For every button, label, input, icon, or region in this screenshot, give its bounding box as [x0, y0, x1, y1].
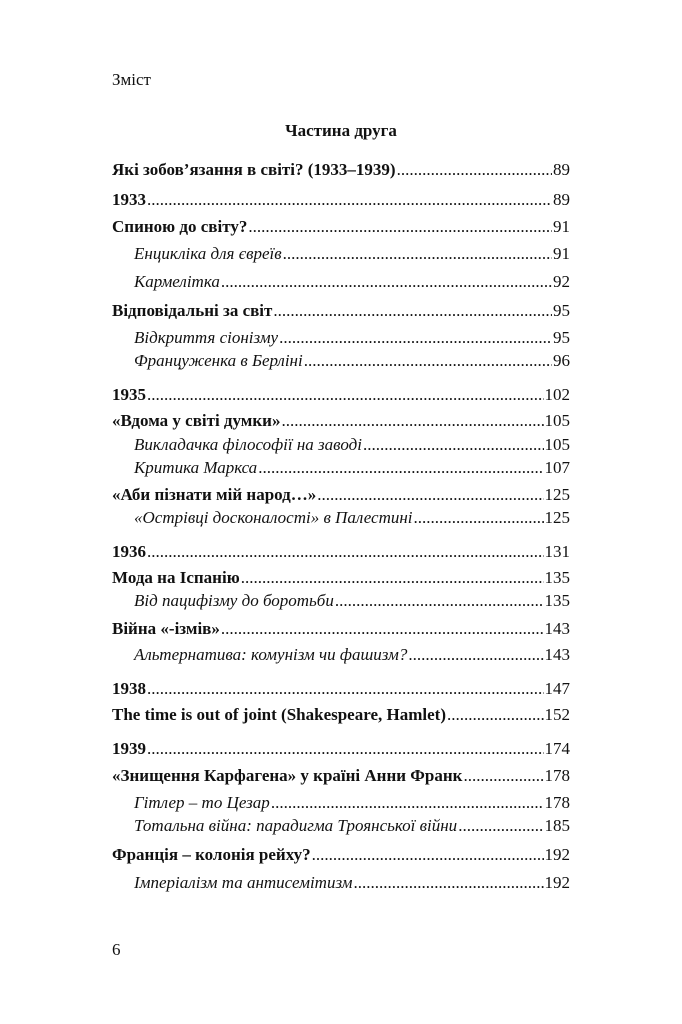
toc-leader-dots: [354, 873, 544, 893]
toc-entry: [112, 215, 570, 237]
toc-entry-title: Критика Маркса: [134, 458, 258, 477]
toc-entry-page: 125: [544, 485, 570, 504]
toc-entry-title: Відповідальні за світ: [112, 301, 273, 320]
toc-entry-title: 1935: [112, 385, 146, 404]
toc-leader-dots: [273, 301, 552, 321]
toc-entry: [134, 242, 570, 264]
toc-leader-dots: [335, 591, 544, 611]
toc-entry-page: 192: [544, 873, 570, 892]
toc-entry: [112, 843, 570, 865]
toc-entry-page: 107: [544, 458, 570, 477]
toc-entry-page: 147: [544, 679, 570, 698]
toc-leader-dots: [147, 385, 544, 405]
toc-entry-page: 143: [544, 619, 570, 638]
toc-entry-page: 102: [544, 385, 570, 404]
toc-entry-title: Франція – колонія рейху?: [112, 845, 311, 864]
toc-leader-dots: [147, 679, 544, 699]
toc-entry-title: The time is out of joint (Shakespeare, Hamlet): [112, 705, 446, 724]
part-title: Частина друга: [285, 121, 397, 140]
toc-entry: [112, 188, 570, 210]
toc-entry-title: 1936: [112, 542, 146, 561]
toc-entry-page: 92: [553, 272, 570, 291]
toc-leader-dots: [248, 217, 552, 237]
toc-entry-page: 89: [553, 190, 570, 209]
toc-entry: [112, 617, 570, 639]
toc-leader-dots: [221, 272, 552, 292]
toc-entry-page: 91: [553, 217, 570, 236]
toc-entry: [112, 299, 570, 321]
toc-entry-page: 96: [553, 351, 570, 370]
toc-entry-title: Кармелітка: [134, 272, 220, 291]
toc-entry-page: 178: [544, 793, 570, 812]
toc-entry-title: «Знищення Карфагена» у країні Анни Франк: [112, 766, 463, 785]
toc-entry-page: 178: [544, 766, 570, 785]
toc-entry: [112, 764, 570, 786]
toc-entry-title: «Острівці досконалості» в Палестині: [134, 508, 413, 527]
toc-entry-title: Француженка в Берліні: [134, 351, 303, 370]
toc-entry-title: 1938: [112, 679, 146, 698]
toc-entry: [134, 433, 570, 455]
page-number: 6: [112, 940, 121, 959]
toc-entry-page: 89: [553, 160, 570, 179]
toc-entry-title: Тотальна війна: парадигма Троянської війни: [134, 816, 458, 835]
toc-entry-page: 131: [544, 542, 570, 561]
toc-leader-dots: [317, 485, 543, 505]
toc-entry: [112, 483, 570, 505]
toc-entry-title: Альтернатива: комунізм чи фашизм?: [134, 645, 408, 664]
toc-entry-page: 95: [553, 328, 570, 347]
toc-entry-title: Імперіалізм та антисемітизм: [134, 873, 353, 892]
toc-entry: [112, 677, 570, 699]
toc-entry: [112, 383, 570, 405]
toc-leader-dots: [463, 766, 543, 786]
toc-entry: [134, 871, 570, 893]
toc-leader-dots: [281, 411, 543, 431]
toc-leader-dots: [147, 739, 544, 759]
toc-leader-dots: [397, 160, 552, 180]
toc-entry: [112, 703, 570, 725]
toc-entry-title: Від пацифізму до боротьби: [134, 591, 334, 610]
toc-leader-dots: [414, 508, 544, 528]
toc-leader-dots: [147, 190, 552, 210]
toc-leader-dots: [271, 793, 544, 813]
toc-entry-title: Відкриття сіонізму: [134, 328, 279, 347]
toc-entry: [112, 566, 570, 588]
toc-entry-page: 135: [544, 591, 570, 610]
toc-entry-page: 174: [544, 739, 570, 758]
toc-entry: [134, 791, 570, 813]
toc-entry-page: 143: [544, 645, 570, 664]
running-header: Зміст: [112, 70, 151, 89]
toc-leader-dots: [283, 244, 552, 264]
toc-entry-title: Війна «-ізмів»: [112, 619, 220, 638]
toc-entry-page: 185: [544, 816, 570, 835]
toc-leader-dots: [458, 816, 543, 836]
toc-leader-dots: [258, 458, 543, 478]
toc-leader-dots: [241, 568, 544, 588]
toc-entry: [112, 737, 570, 759]
toc-entry-title: Гітлер – то Цезар: [134, 793, 270, 812]
toc-entry-page: 152: [544, 705, 570, 724]
toc-entry-title: Викладачка філософії на заводі: [134, 435, 362, 454]
toc-entry: [134, 506, 570, 528]
toc-leader-dots: [279, 328, 552, 348]
toc-entry-page: 105: [544, 435, 570, 454]
toc-entry-title: 1939: [112, 739, 146, 758]
toc-leader-dots: [304, 351, 552, 371]
toc-entry-title: «Вдома у світі думки»: [112, 411, 281, 430]
toc-entry: [134, 589, 570, 611]
toc-entry-page: 105: [544, 411, 570, 430]
toc-leader-dots: [312, 845, 544, 865]
toc-entry-page: 192: [544, 845, 570, 864]
toc-entry: [112, 540, 570, 562]
toc-entry-title: Які зобов’язання в світі? (1933–1939): [112, 160, 396, 179]
toc-entry: [134, 349, 570, 371]
toc-entry: [134, 326, 570, 348]
toc-entry: [134, 270, 570, 292]
toc-leader-dots: [221, 619, 544, 639]
toc-entry-title: 1933: [112, 190, 146, 209]
toc-leader-dots: [147, 542, 544, 562]
toc-entry-title: Енцикліка для євреїв: [134, 244, 282, 263]
toc-leader-dots: [363, 435, 544, 455]
toc-entry-title: Спиною до світу?: [112, 217, 248, 236]
toc-leader-dots: [408, 645, 543, 665]
toc-entry-title: Мода на Іспанію: [112, 568, 240, 587]
toc-entry: [134, 814, 570, 836]
toc-leader-dots: [447, 705, 544, 725]
toc-entry-page: 125: [544, 508, 570, 527]
toc-entry-page: 135: [544, 568, 570, 587]
toc-entry: [134, 643, 570, 665]
toc-entry-title: «Аби пізнати мій народ…»: [112, 485, 317, 504]
toc-entry: [134, 456, 570, 478]
toc-entry-page: 91: [553, 244, 570, 263]
toc-entry-page: 95: [553, 301, 570, 320]
toc-entry: [112, 409, 570, 431]
toc-entry: [112, 158, 570, 180]
